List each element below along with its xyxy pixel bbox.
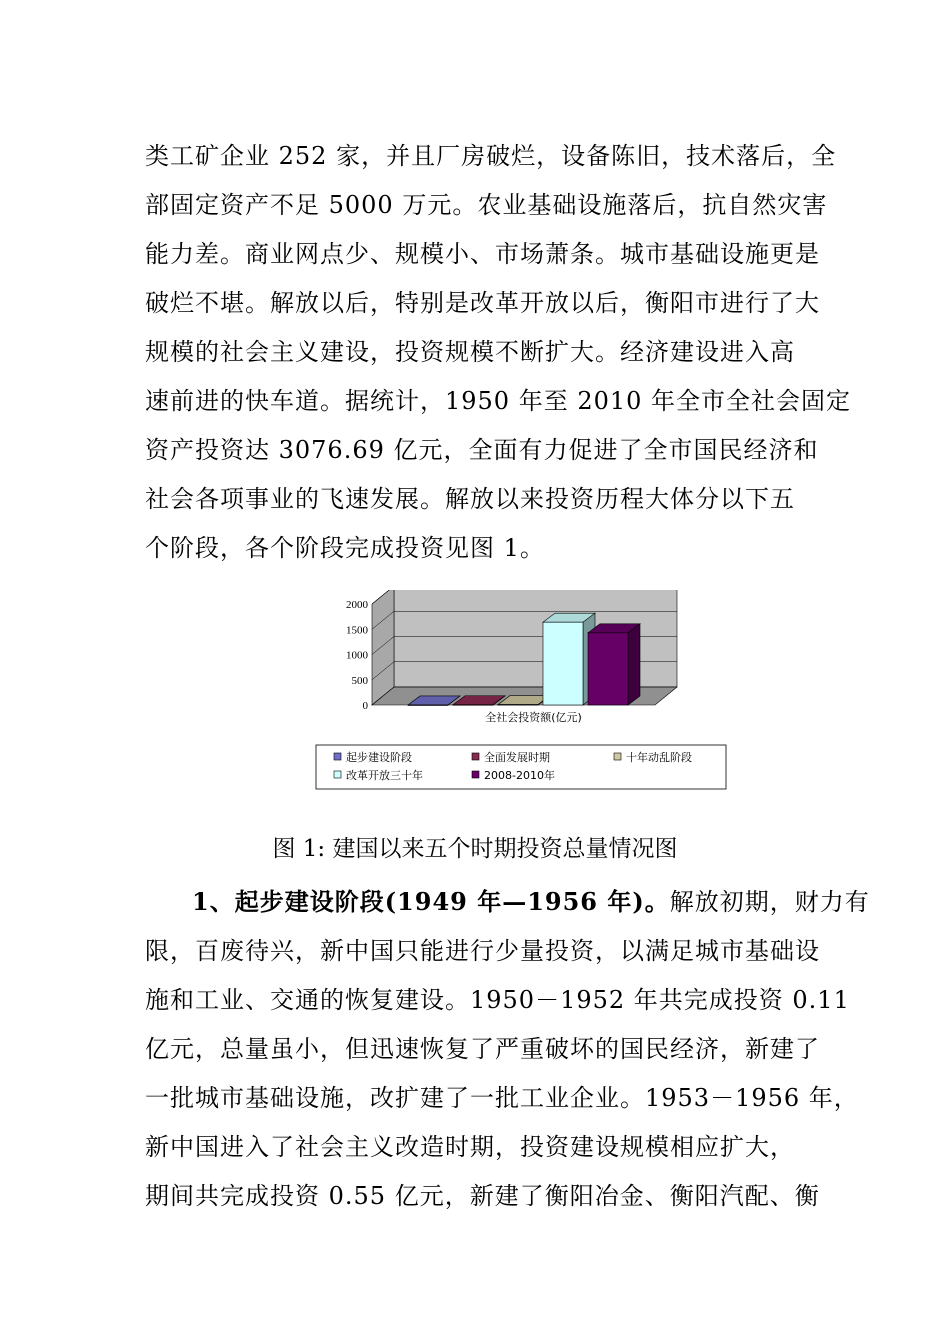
y-tick-label: 1000 [346,649,368,662]
text-line: 新中国进入了社会主义改造时期，投资建设规模相应扩大， [145,1133,795,1161]
chart-side-wall [372,590,394,705]
bar [543,622,583,705]
text-line: 规模的社会主义建设，投资规模不断扩大。经济建设进入高 [145,338,795,366]
legend-label: 2008-2010年 [484,769,555,782]
legend-label: 改革开放三十年 [346,769,423,782]
bar [408,705,448,706]
text-line: 施和工业、交通的恢复建设。1950－1952 年共完成投资 0.11 [145,986,850,1014]
y-tick-label: 500 [351,674,368,687]
legend-label: 全面发展时期 [484,751,550,764]
text-line: 社会各项事业的飞速发展。解放以来投资历程大体分以下五 [145,485,795,513]
text-line: 一批城市基础设施，改扩建了一批工业企业。1953－1956 年， [145,1084,859,1112]
text-line: 类工矿企业 252 家，并且厂房破烂，设备陈旧，技术落后，全 [145,142,837,170]
text-line: 速前进的快车道。据统计，1950 年至 2010 年全市全社会固定 [145,387,852,415]
investment-chart [310,590,730,805]
text-line: 资产投资达 3076.69 亿元，全面有力促进了全市国民经济和 [145,436,819,464]
legend-swatch [472,753,479,760]
legend-swatch [614,753,621,760]
chart-canvas [310,590,730,805]
x-axis-label: 全社会投资额(亿元) [485,711,582,724]
y-tick-label: 2000 [346,599,368,611]
text-line: 能力差。商业网点少、规模小、市场萧条。城市基础设施更是 [145,240,820,268]
bar-side [628,624,640,705]
bar [498,705,538,706]
bar [453,705,493,706]
y-tick-label: 0 [362,700,368,712]
legend-swatch [334,771,341,778]
text-line [192,882,870,917]
y-tick-label: 1500 [346,624,368,637]
figure-caption: 图 1: 建国以来五个时期投资总量情况图 [272,836,678,862]
heading-continuation: 解放初期，财力有 [669,888,870,916]
legend-label: 十年动乱阶段 [626,751,692,764]
text-line: 部固定资产不足 5000 万元。农业基础设施落后，抗自然灾害 [145,191,828,219]
text-line: 期间共完成投资 0.55 亿元，新建了衡阳冶金、衡阳汽配、衡 [145,1182,820,1210]
bar [588,633,628,705]
legend-swatch [334,753,341,760]
text-line: 亿元，总量虽小，但迅速恢复了严重破坏的国民经济，新建了 [145,1035,820,1063]
text-line: 限，百废待兴，新中国只能进行少量投资，以满足城市基础设 [145,937,820,965]
text-line: 个阶段，各个阶段完成投资见图 1。 [145,534,545,562]
legend-label: 起步建设阶段 [346,751,412,764]
legend-swatch [472,771,479,778]
section-heading: 1、起步建设阶段(1949 年—1956 年)。 [192,887,670,916]
text-line: 破烂不堪。解放以后，特别是改革开放以后，衡阳市进行了大 [145,289,820,317]
